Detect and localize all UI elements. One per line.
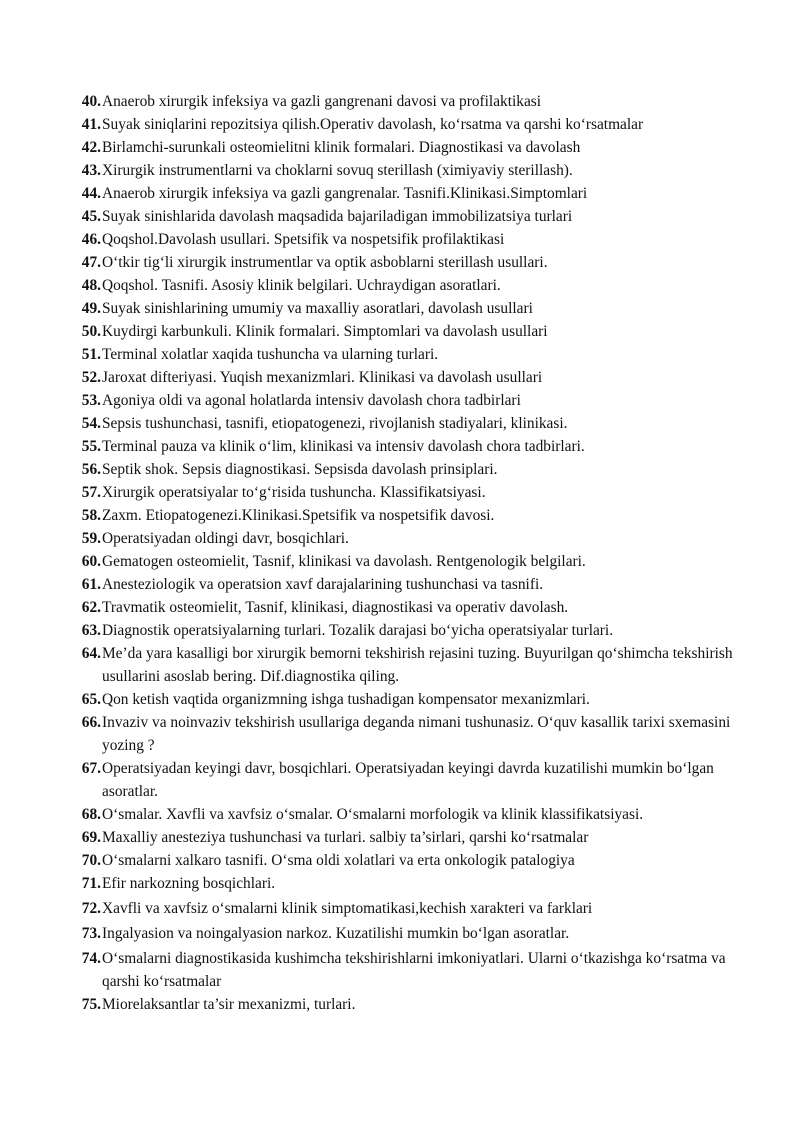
question-item [78, 803, 758, 826]
question-number: 58. [81, 507, 101, 524]
question-text: Agoniya oldi va agonal holatlarda intensiv davolash chora tadbirlari [102, 392, 521, 409]
question-item [78, 274, 758, 297]
question-item [78, 366, 758, 389]
question-number: 62. [81, 599, 101, 616]
question-text: Miorelaksantlar ta’sir mexanizmi, turlari. [102, 996, 356, 1013]
question-text: Terminal pauza va klinik o‘lim, klinikasi va intensiv davolash chora tadbirlari. [102, 438, 585, 455]
question-text: Invaziv va noinvaziv tekshirish usullariga deganda nimani tushunasiz. O‘quv kasallik tarixi sxemasini yozing ? [102, 714, 731, 754]
question-number: 42. [81, 139, 101, 156]
question-number: 68. [81, 806, 101, 823]
question-item [78, 458, 758, 481]
question-number: 52. [81, 369, 101, 386]
question-text: Xirurgik operatsiyalar to‘g‘risida tushuncha. Klassifikatsiyasi. [102, 484, 486, 501]
question-item [78, 849, 758, 872]
question-number: 51. [81, 346, 101, 363]
question-item [78, 159, 758, 182]
question-number: 75. [81, 996, 101, 1013]
question-item [78, 619, 758, 642]
question-text: Diagnostik operatsiyalarning turlari. Tozalik darajasi bo‘yicha operatsiyalar turlari. [102, 622, 614, 639]
question-text: Suyak sinishlarida davolash maqsadida bajariladigan immobilizatsiya turlari [102, 208, 573, 225]
question-text: Travmatik osteomielit, Tasnif, klinikasi, diagnostikasi va operativ davolash. [102, 599, 569, 616]
question-text: Kuydirgi karbunkuli. Klinik formalari. Simptomlari va davolash usullari [102, 323, 548, 340]
question-number: 72. [81, 900, 101, 917]
question-number: 60. [81, 553, 101, 570]
question-item [78, 947, 758, 993]
question-item [78, 205, 758, 228]
question-item [78, 573, 758, 596]
question-number: 53. [81, 392, 101, 409]
question-text: Anaerob xirurgik infeksiya va gazli gangrenani davosi va profilaktikasi [102, 93, 542, 110]
question-item [78, 504, 758, 527]
question-number: 45. [81, 208, 101, 225]
question-number: 49. [81, 300, 101, 317]
question-number: 66. [81, 714, 101, 731]
question-text: O‘tkir tig‘li xirurgik instrumentlar va optik asboblarni sterillash usullari. [102, 254, 548, 271]
question-number: 44. [81, 185, 101, 202]
question-item [78, 389, 758, 412]
question-item [78, 412, 758, 435]
question-text: Birlamchi-surunkali osteomielitni klinik formalari. Diagnostikasi va davolash [102, 139, 581, 156]
question-text: Xirurgik instrumentlarni va choklarni sovuq sterillash (ximiyaviy sterillash). [102, 162, 573, 179]
question-number: 61. [81, 576, 101, 593]
question-text: Maxalliy anesteziya tushunchasi va turlari. salbiy ta’sirlari, qarshi ko‘rsatmalar [102, 829, 589, 846]
question-text: Operatsiyadan oldingi davr, bosqichlari. [102, 530, 349, 547]
question-text: Me’da yara kasalligi bor xirurgik bemorni tekshirish rejasini tuzing. Buyurilgan qo‘shimcha tekshirish usullarini asoslab bering. Dif.diagnostika qiling. [102, 645, 733, 685]
question-text: Xavfli va xavfsiz o‘smalarni klinik simptomatikasi,kechish xarakteri va farklari [102, 900, 593, 917]
question-item [78, 435, 758, 458]
question-number: 40. [81, 93, 101, 110]
question-text: Efir narkozning bosqichlari. [102, 875, 276, 892]
question-text: Jaroxat difteriyasi. Yuqish mexanizmlari. Klinikasi va davolash usullari [102, 369, 543, 386]
question-text: O‘smalar. Xavfli va xavfsiz o‘smalar. O‘smalarni morfologik va klinik klassifikatsiyasi. [102, 806, 644, 823]
question-number: 63. [81, 622, 101, 639]
question-item [78, 642, 758, 688]
question-text: Ingalyasion va noingalyasion narkoz. Kuzatilishi mumkin bo‘lgan asoratlar. [102, 925, 570, 942]
question-text: Qoqshol.Davolash usullari. Spetsifik va nospetsifik profilaktikasi [102, 231, 505, 248]
question-item [78, 527, 758, 550]
question-text: Anesteziologik va operatsion xavf darajalarining tushunchasi va tasnifi. [102, 576, 544, 593]
question-number: 64. [81, 645, 101, 662]
question-item [78, 113, 758, 136]
question-text: Gematogen osteomielit, Tasnif, klinikasi va davolash. Rentgenologik belgilari. [102, 553, 586, 570]
question-number: 57. [81, 484, 101, 501]
question-number: 43. [81, 162, 101, 179]
question-number: 48. [81, 277, 101, 294]
question-text: Qoqshol. Tasnifi. Asosiy klinik belgilari. Uchraydigan asoratlari. [102, 277, 501, 294]
question-number: 74. [81, 950, 101, 967]
question-item [78, 826, 758, 849]
question-text: Qon ketish vaqtida organizmning ishga tushadigan kompensator mexanizmlari. [102, 691, 590, 708]
question-number: 50. [81, 323, 101, 340]
exam-question-list [78, 90, 758, 1016]
question-number: 59. [81, 530, 101, 547]
question-number: 54. [81, 415, 101, 432]
question-item [78, 993, 758, 1016]
question-text: O‘smalarni xalkaro tasnifi. O‘sma oldi xolatlari va erta onkologik patalogiya [102, 852, 575, 869]
question-text: Suyak sinishlarining umumiy va maxalliy asoratlari, davolash usullari [102, 300, 533, 317]
question-item [78, 596, 758, 619]
question-item [78, 872, 758, 895]
question-number: 47. [81, 254, 101, 271]
question-item [78, 757, 758, 803]
question-text: Anaerob xirurgik infeksiya va gazli gangrenalar. Tasnifi.Klinikasi.Simptomlari [102, 185, 588, 202]
question-number: 46. [81, 231, 101, 248]
question-number: 55. [81, 438, 101, 455]
question-number: 41. [81, 116, 101, 133]
question-item [78, 228, 758, 251]
question-item [78, 481, 758, 504]
question-item [78, 688, 758, 711]
question-item [78, 182, 758, 205]
question-number: 56. [81, 461, 101, 478]
question-text: Suyak siniqlarini repozitsiya qilish.Operativ davolash, ko‘rsatma va qarshi ko‘rsatmalar [102, 116, 644, 133]
question-item [78, 922, 758, 945]
question-number: 70. [81, 852, 101, 869]
question-text: O‘smalarni diagnostikasida kushimcha tekshirishlarni imkoniyatlari. Ularni o‘tkazishga ko‘rsatma va qarshi ko‘rsatmalar [102, 950, 726, 990]
question-text: Zaxm. Etiopatogenezi.Klinikasi.Spetsifik va nospetsifik davosi. [102, 507, 495, 524]
question-item [78, 711, 758, 757]
question-number: 65. [81, 691, 101, 708]
question-item [78, 251, 758, 274]
question-text: Sepsis tushunchasi, tasnifi, etiopatogenezi, rivojlanish stadiyalari, klinikasi. [102, 415, 568, 432]
question-number: 73. [81, 925, 101, 942]
question-item [78, 550, 758, 573]
question-number: 71. [81, 875, 101, 892]
question-item [78, 297, 758, 320]
question-text: Operatsiyadan keyingi davr, bosqichlari. Operatsiyadan keyingi davrda kuzatilishi mumkin bo‘lgan asoratlar. [102, 760, 714, 800]
question-text: Septik shok. Sepsis diagnostikasi. Sepsisda davolash prinsiplari. [102, 461, 498, 478]
question-number: 69. [81, 829, 101, 846]
question-item [78, 343, 758, 366]
question-text: Terminal xolatlar xaqida tushuncha va ularning turlari. [102, 346, 439, 363]
question-item [78, 320, 758, 343]
question-item [78, 897, 758, 920]
question-item [78, 90, 758, 113]
question-number: 67. [81, 760, 101, 777]
question-item [78, 136, 758, 159]
